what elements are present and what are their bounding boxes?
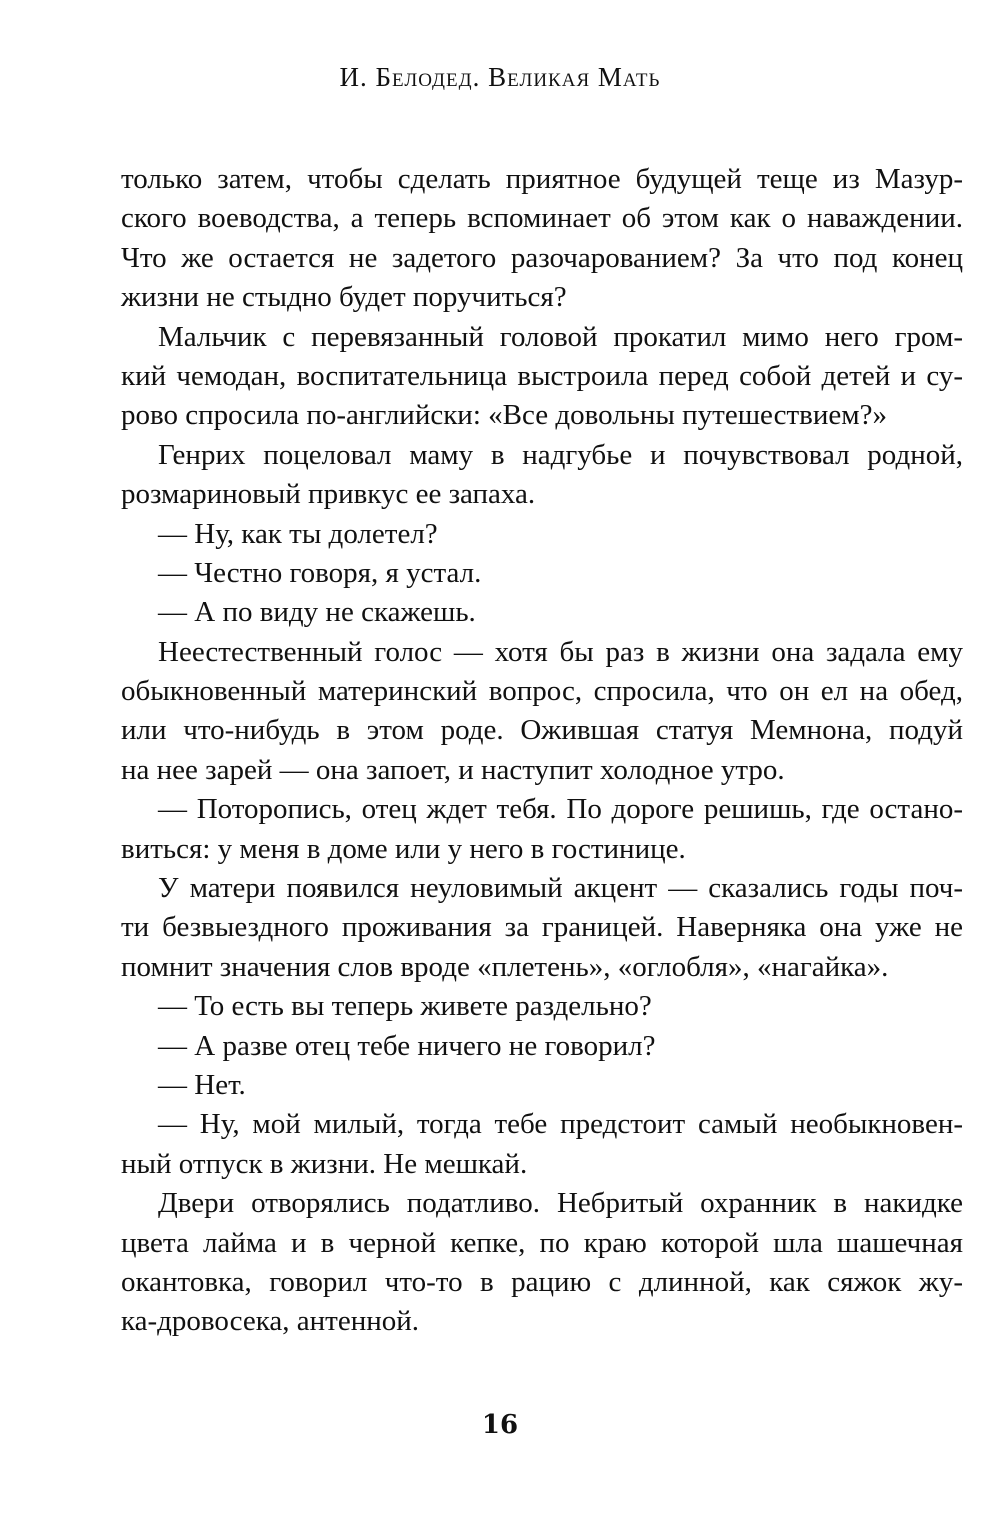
text-line: розмариновый привкус ее запаха. bbox=[121, 478, 536, 511]
text-line: Что же остается не задетого разочарованием? За что под конец bbox=[121, 241, 963, 274]
text-line: ти безвыездного проживания за границей. Наверняка она уже не bbox=[121, 911, 963, 944]
text-line: окантовка, говорил что-то в рацию с длинной, как сяжок жу- bbox=[121, 1265, 963, 1298]
dialogue-line: — А по виду не скажешь. bbox=[158, 596, 476, 629]
text-line: помнит значения слов вроде «плетень», «оглобля», «нагайка». bbox=[121, 950, 889, 983]
text-line: Мальчик с перевязанный головой прокатил мимо него гром- bbox=[158, 320, 963, 353]
text-line: или что-нибудь в этом роде. Ожившая статуя Мемнона, подуй bbox=[121, 714, 963, 747]
text-line: на нее зарей — она запоет, и наступит холодное утро. bbox=[121, 753, 785, 786]
text-line: только затем, чтобы сделать приятное будущей теще из Мазур- bbox=[121, 163, 963, 195]
dialogue-line: ный отпуск в жизни. Не мешкай. bbox=[121, 1147, 528, 1180]
text-line: Генрих поцеловал маму в надгубье и почувствовал родной, bbox=[158, 438, 963, 471]
dialogue-line: — Честно говоря, я устал. bbox=[158, 556, 482, 589]
text-line: жизни не стыдно будет поручиться? bbox=[121, 281, 567, 314]
text-line: ского воеводства, а теперь вспоминает об этом как о наваждении. bbox=[121, 202, 963, 235]
dialogue-line: виться: у меня в доме или у него в гостинице. bbox=[121, 832, 686, 865]
dialogue-line: — Нет. bbox=[158, 1068, 246, 1101]
body-text bbox=[121, 160, 963, 1342]
text-line: ка-дровосека, антенной. bbox=[121, 1305, 420, 1338]
dialogue-line: — То есть вы теперь живете раздельно? bbox=[158, 990, 652, 1023]
text-line: Неестественный голос — хотя бы раз в жизни она задала ему bbox=[158, 635, 963, 668]
dialogue-line: — А разве отец тебе ничего не говорил? bbox=[158, 1029, 656, 1062]
dialogue-line: — Ну, мой милый, тогда тебе предстоит самый необыкновен- bbox=[158, 1108, 963, 1141]
text-line: Двери отворялись податливо. Небритый охранник в накидке bbox=[158, 1187, 963, 1220]
text-line: рово спросила по-английски: «Все довольны путешествием?» bbox=[121, 399, 887, 432]
running-head: И. Белодед. Великая Мать bbox=[339, 62, 661, 92]
text-line: обыкновенный материнский вопрос, спросила, что он ел на обед, bbox=[121, 675, 963, 708]
text-line: У матери появился неуловимый акцент — сказались годы поч- bbox=[158, 872, 963, 905]
text-line: цвета лайма и в черной кепке, по краю которой шла шашечная bbox=[121, 1226, 963, 1259]
page-number: 16 bbox=[481, 1410, 519, 1440]
dialogue-line: — Поторопись, отец ждет тебя. По дороге решишь, где остано- bbox=[158, 793, 963, 826]
dialogue-line: — Ну, как ты долетел? bbox=[158, 517, 438, 550]
text-line: кий чемодан, воспитательница выстроила перед собой детей и су- bbox=[121, 359, 963, 392]
